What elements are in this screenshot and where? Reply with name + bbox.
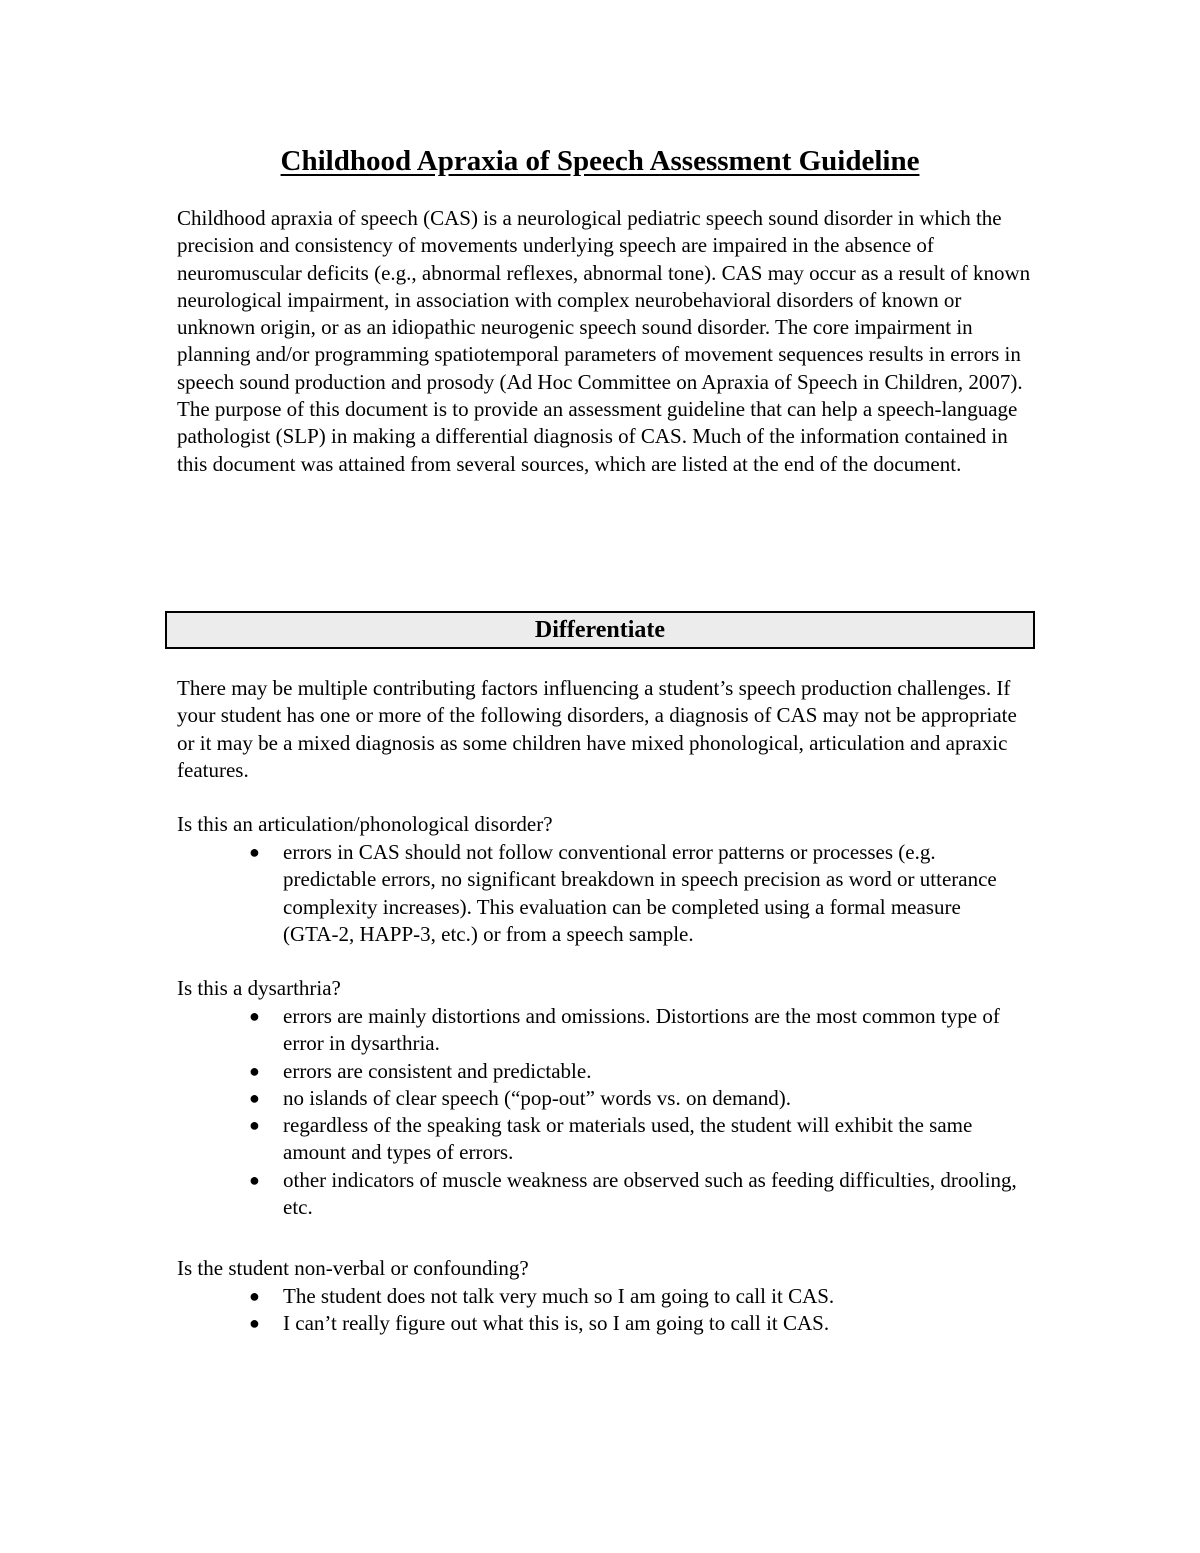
bullet-icon: ● xyxy=(249,1313,260,1334)
bullet-icon: ● xyxy=(249,1006,260,1026)
list-item-text: errors in CAS should not follow conventional error patterns or processes (e.g. predictable errors, no significant breakdown in speech precision as word or utterance complexity increases). This evaluation can be completed using a formal measure (GTA-2, HAPP-3, etc.) or from a speech sample. xyxy=(283,840,997,946)
list-item xyxy=(0,1085,1018,1112)
section-heading-differentiate: Differentiate xyxy=(165,611,1035,649)
intro-paragraph: Childhood apraxia of speech (CAS) is a neurological pediatric speech sound disorder in which the precision and consistency of movements underlying speech are impaired in the absence of neuromuscular deficits (e.g., abnormal reflexes, abnormal tone). CAS may occur as a result of known neurological impairment, in association with complex neurobehavioral disorders of known or unknown origin, or as an idiopathic neurogenic speech sound disorder. The core impairment in planning and/or programming spatiotemporal parameters of movement sequences results in errors in speech sound production and prosody (Ad Hoc Committee on Apraxia of Speech in Children, 2007). The purpose of this document is to provide an assessment guideline that can help a speech-language pathologist (SLP) in making a differential diagnosis of CAS. Much of the information contained in this document was attained from several sources, which are listed at the end of the document. xyxy=(177,206,1031,476)
question-dysarthria: Is this a dysarthria? xyxy=(177,976,341,1000)
document-title: Childhood Apraxia of Speech Assessment Guideline xyxy=(280,145,920,177)
bullet-icon: ● xyxy=(249,842,260,862)
list-item-text: errors are mainly distortions and omissions. Distortions are the most common type of error in dysarthria. xyxy=(283,1004,1000,1056)
differentiate-paragraph: There may be multiple contributing factors influencing a student’s speech production challenges. If your student has one or more of the following disorders, a diagnosis of CAS may not be appropriate or it may be a mixed diagnosis as some children have mixed phonological, articulation and apraxic features. xyxy=(177,676,1017,782)
list-item xyxy=(0,1058,1018,1085)
list-item xyxy=(0,1283,1018,1310)
question-articulation: Is this an articulation/phonological disorder? xyxy=(177,812,553,836)
list-item-text: regardless of the speaking task or materials used, the student will exhibit the same amount and types of errors. xyxy=(283,1113,973,1165)
list-item xyxy=(0,839,1018,948)
bullet-icon: ● xyxy=(249,1286,260,1306)
question-non-verbal: Is the student non-verbal or confounding? xyxy=(177,1256,529,1280)
list-item-text: I can’t really figure out what this is, so I am going to call it CAS. xyxy=(283,1311,830,1336)
bullet-list-non-verbal xyxy=(0,1283,1018,1338)
bullet-list-dysarthria xyxy=(0,1003,1018,1221)
bullet-icon: ● xyxy=(249,1169,260,1190)
list-item-text: errors are consistent and predictable. xyxy=(283,1058,592,1083)
list-item-text: The student does not talk very much so I am going to call it CAS. xyxy=(283,1284,835,1308)
list-item xyxy=(0,1167,1018,1222)
bullet-icon: ● xyxy=(249,1060,260,1081)
bullet-icon: ● xyxy=(249,1115,260,1136)
list-item xyxy=(0,1310,1018,1337)
list-item xyxy=(0,1112,1018,1167)
bullet-list-articulation xyxy=(0,839,1018,948)
list-item-text: no islands of clear speech (“pop-out” words vs. on demand). xyxy=(283,1085,791,1110)
list-item xyxy=(0,1003,1018,1058)
bullet-icon: ● xyxy=(249,1087,260,1108)
list-item-text: other indicators of muscle weakness are observed such as feeding difficulties, drooling, etc. xyxy=(283,1167,1017,1220)
